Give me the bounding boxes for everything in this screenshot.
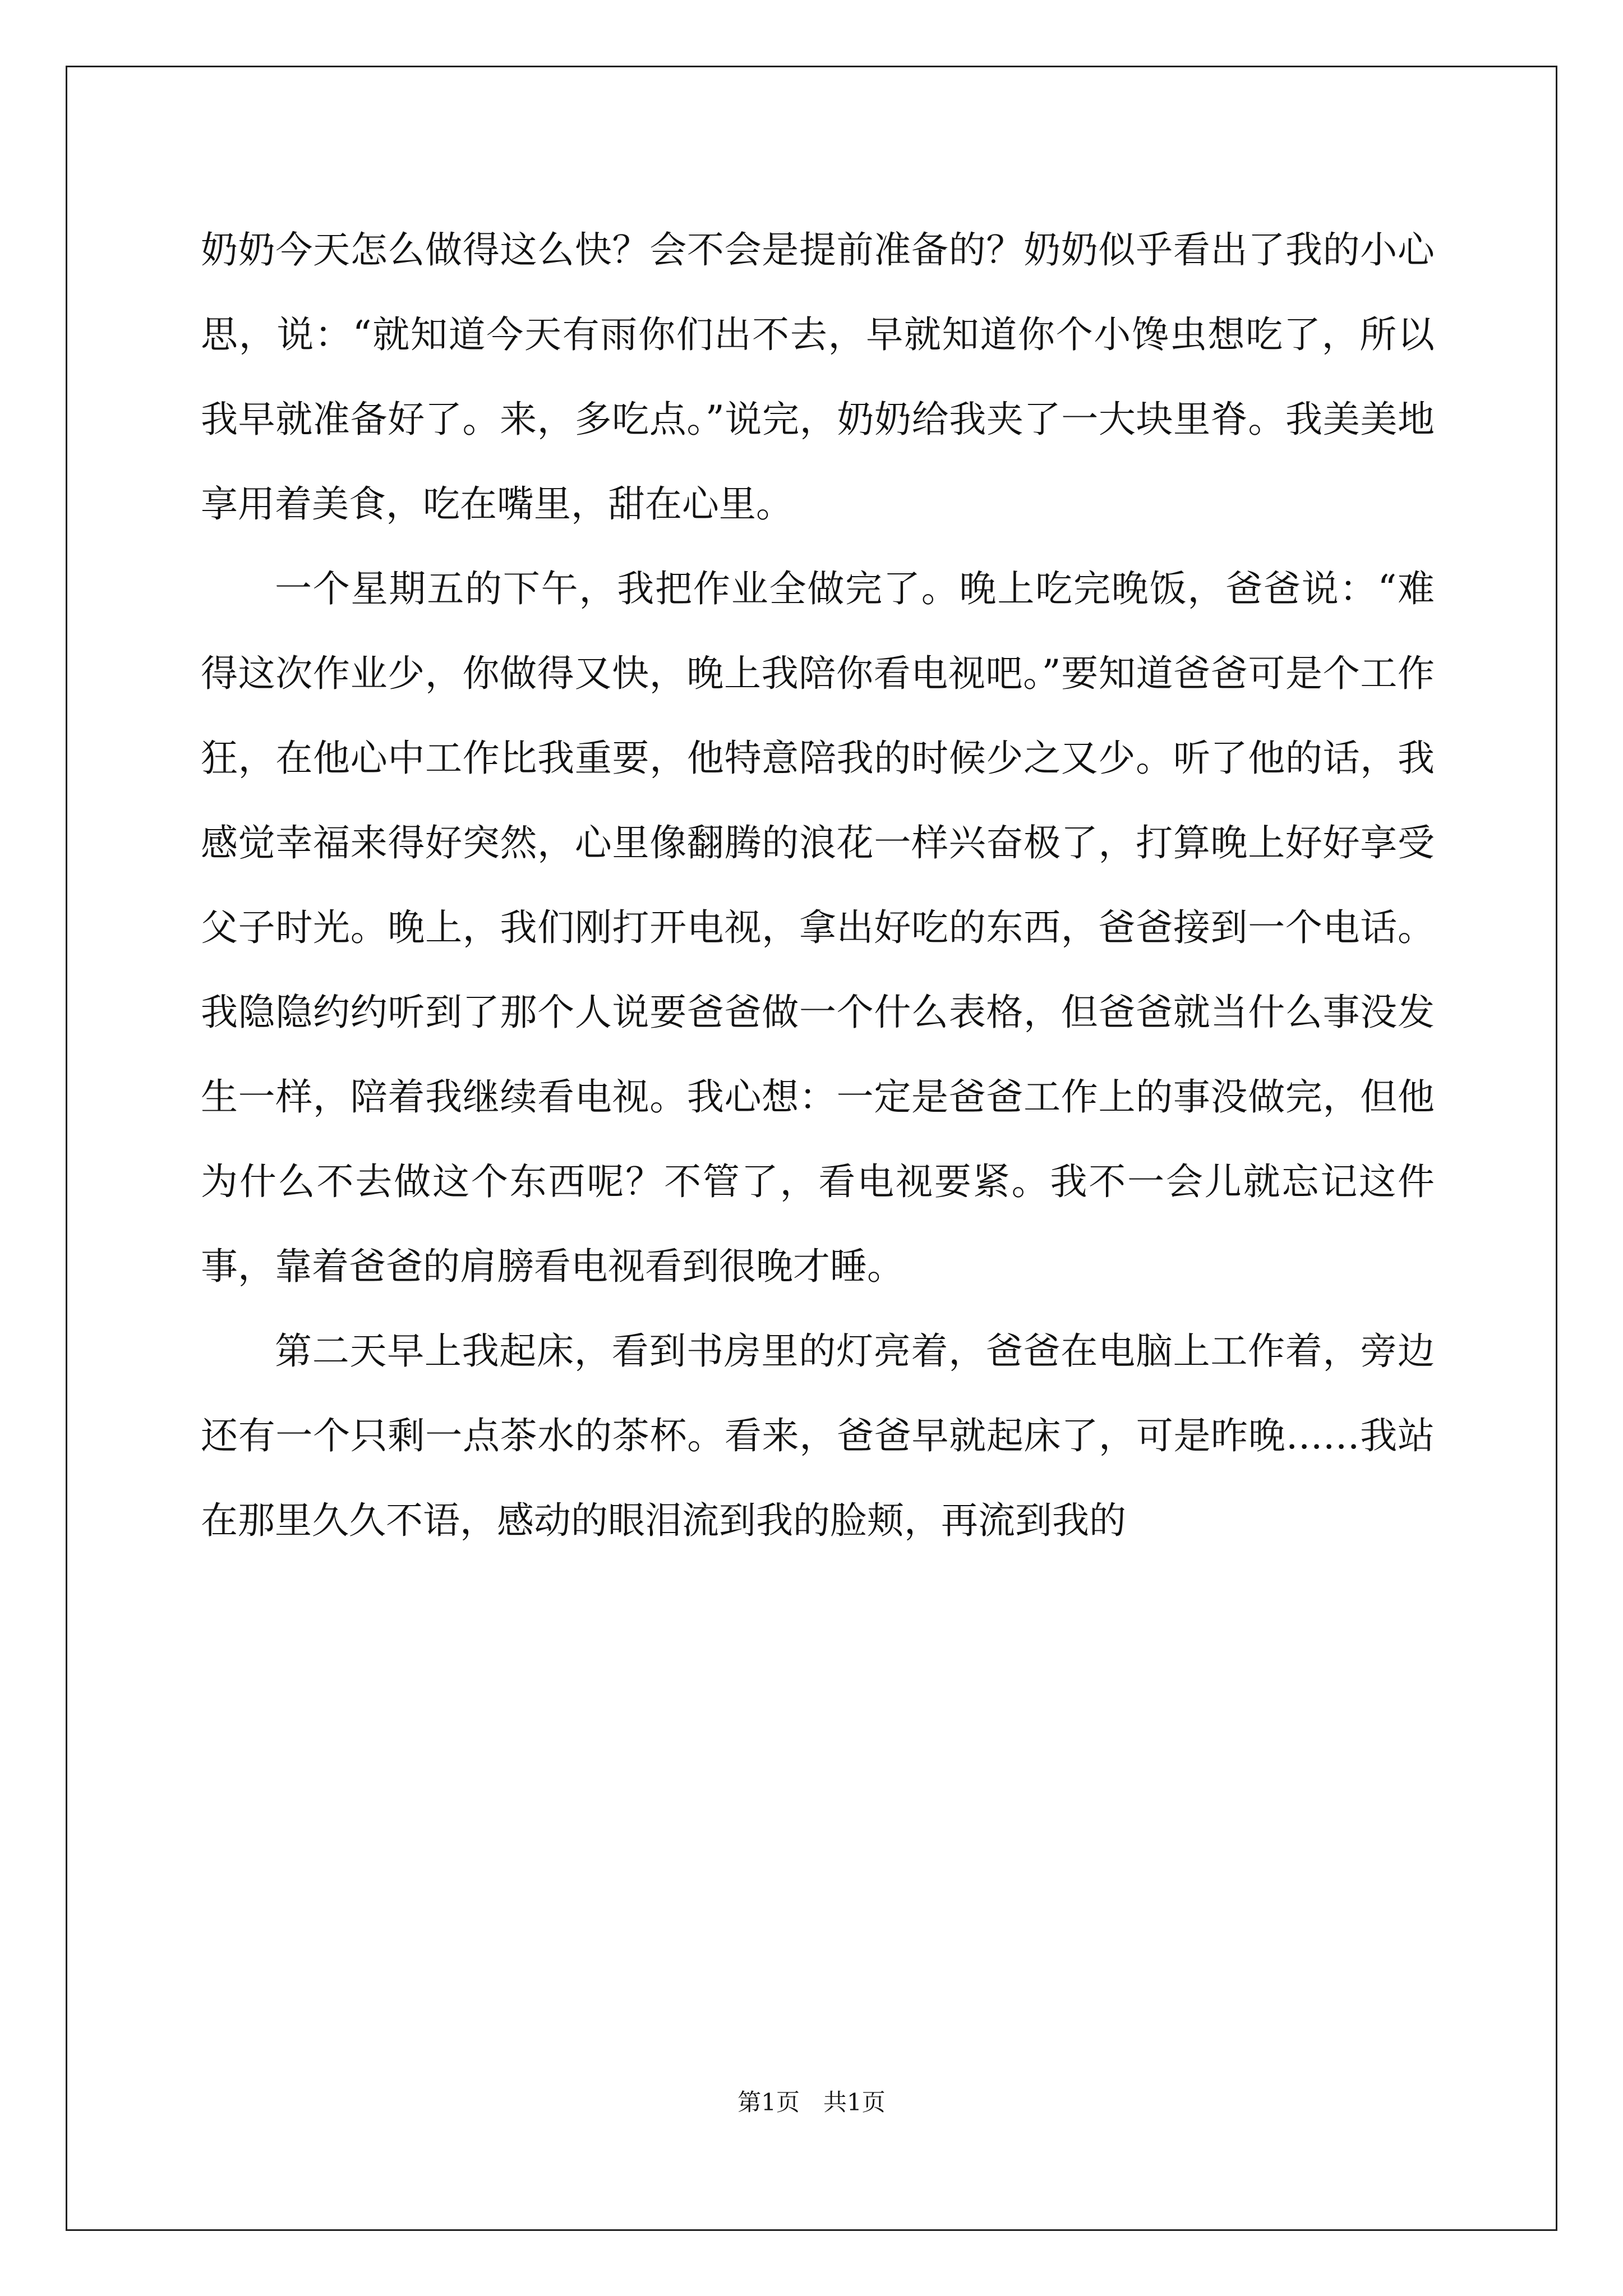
document-body xyxy=(201,208,1435,1563)
paragraph-1: 奶奶今天怎么做得这么快？会不会是提前准备的？奶奶似乎看出了我的小心思，说：“就知道今天有雨你们出不去，早就知道你个小馋虫想吃了，所以我早就准备好了。来，多吃点。”说完，奶奶给我夹了一大块里脊。我美美地享用着美食，吃在嘴里，甜在心里。 xyxy=(201,228,1435,526)
paragraph-2: 一个星期五的下午，我把作业全做完了。晚上吃完晚饭，爸爸说：“难得这次作业少，你做得又快，晚上我陪你看电视吧。”要知道爸爸可是个工作狂，在他心中工作比我重要，他特意陪我的时候少之又少。听了他的话，我感觉幸福来得好突然，心里像翻腾的浪花一样兴奋极了，打算晚上好好享受父子时光。晚上，我们刚打开电视，拿出好吃的东西，爸爸接到一个电话。我隐隐约约听到了那个人说要爸爸做一个什么表格，但爸爸就当什么事没发生一样，陪着我继续看电视。我心想：一定是爸爸工作上的事没做完，但他为什么不去做这个东西呢？不管了，看电视要紧。我不一会儿就忘记这件事，靠着爸爸的肩膀看电视看到很晚才睡。 xyxy=(201,567,1435,1288)
paragraph-3: 第二天早上我起床，看到书房里的灯亮着，爸爸在电脑上工作着，旁边还有一个只剩一点茶水的茶杯。看来，爸爸早就起床了，可是昨晚……我站在那里久久不语，感动的眼泪流到我的脸颊，再流到我的 xyxy=(201,1329,1435,1542)
page-number-footer: 第1页 共1页 xyxy=(737,2088,886,2116)
